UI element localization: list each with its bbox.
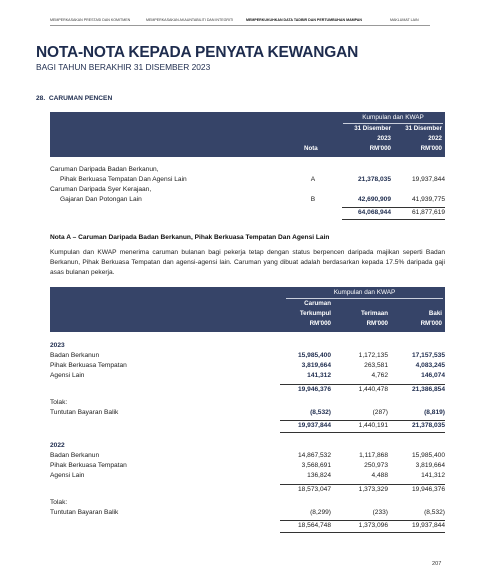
table1-group-header: Kumpulan dan KWAP: [362, 114, 424, 121]
table1-total-top-rule: [342, 207, 445, 208]
total-bottom-rule-2022: [280, 532, 445, 533]
table1-col-2022-line2: 2022: [428, 135, 442, 142]
top-navigation: [50, 18, 430, 26]
subtotal-baki: 19,946,376: [411, 486, 445, 493]
total-value-2023: 64,068,944: [357, 209, 391, 216]
table1-total-bottom-rule: [342, 219, 445, 220]
table2-col-baki: Baki: [428, 310, 442, 317]
subtotal-caruman: 18,573,047: [297, 486, 331, 493]
cell-terimaan: 4,488: [371, 472, 388, 479]
table1-group-rule: [343, 123, 443, 124]
note-a-title: Nota A – Caruman Daripada Badan Berkanun, Pihak Berkuasa Tempatan Dan Agensi Lain: [50, 234, 330, 241]
nav-item-data-tadbir[interactable]: MEMPERKUKUHKAN DATA TADBIR DAN PERTUMBUHAN MAMPAN: [246, 18, 362, 22]
cell-caruman: 15,985,400: [297, 352, 331, 359]
nav-divider: [50, 25, 430, 26]
subtotal-top-rule-2022: [280, 484, 445, 485]
nav-item-maklumat-lain[interactable]: MAKLUMAT LAIN: [390, 18, 419, 22]
cell-caruman: 3,819,664: [301, 362, 331, 369]
table-row: [50, 362, 445, 372]
table2-col-terimaan: Terimaan: [360, 310, 388, 317]
cell-baki: 15,985,400: [411, 452, 445, 459]
subtotal-top-rule-2023: [280, 384, 445, 385]
total-terimaan: 1,373,096: [358, 522, 388, 529]
subtotal-row: [50, 386, 445, 396]
table2-group-rule: [286, 298, 443, 299]
cell-baki: (8,819): [424, 409, 445, 416]
table1-col-2023-line1: 31 Disember: [354, 125, 391, 132]
table2-col-baki-unit: RM'000: [420, 320, 442, 327]
table2-col-caruman-line2: Terkumpul: [299, 310, 331, 317]
row-label: Tuntutan Bayaran Balik: [50, 509, 119, 516]
subtotal-caruman: 19,946,376: [297, 386, 331, 393]
total-caruman: 18,564,748: [297, 522, 331, 529]
cell-terimaan: (287): [372, 409, 388, 416]
nav-item-prestasi[interactable]: MEMPERKASAKAN PRESTASI DAN KOMITMEN: [50, 18, 131, 22]
cell-baki: 17,157,535: [411, 352, 445, 359]
table1-col-2023-unit: RM'000: [369, 145, 391, 152]
section-number: 28.: [36, 95, 46, 102]
cell-caruman: 136,824: [307, 472, 331, 479]
table2-col-caruman-line1: Caruman: [304, 300, 331, 307]
cell-terimaan: 250,973: [364, 462, 388, 469]
table-row: [50, 472, 445, 482]
page-subtitle: BAGI TAHUN BERAKHIR 31 DISEMBER 2023: [36, 62, 211, 72]
total-value-2022: 61,877,619: [411, 209, 445, 216]
year-heading: 2023: [50, 342, 65, 349]
row-label: Tuntutan Bayaran Balik: [50, 409, 119, 416]
total-baki: 19,937,844: [411, 522, 445, 529]
row-value-2023: 42,690,909: [357, 196, 391, 203]
total-caruman: 19,937,844: [297, 422, 331, 429]
nav-item-akauntabiliti[interactable]: MEMPERKASAKAN AKAUNTABILITI DAN INTEGRITI: [146, 18, 234, 22]
table1-col-2023-line2: 2023: [377, 135, 391, 142]
row-label: Caruman Daripada Syer Kerajaan,: [50, 186, 152, 193]
cell-terimaan: 1,117,868: [359, 452, 388, 459]
row-label: Gajaran Dan Potongan Lain: [60, 196, 142, 203]
table1-col-2022-unit: RM'000: [420, 145, 442, 152]
total-terimaan: 1,440,191: [358, 422, 388, 429]
cell-baki: 141,312: [421, 472, 445, 479]
cell-terimaan: 4,762: [371, 372, 388, 379]
table-row: [50, 352, 445, 362]
row-note: A: [310, 176, 316, 183]
subtotal-baki: 21,386,854: [411, 386, 445, 393]
table2-header: [50, 287, 445, 332]
table-row: [50, 462, 445, 472]
row-value-2023: 21,378,035: [357, 176, 391, 183]
table-row: [50, 186, 445, 196]
less-label: Tolak:: [50, 499, 68, 506]
year-heading-row: [50, 442, 445, 452]
row-label: Caruman Daripada Badan Berkanun,: [50, 166, 159, 173]
cell-baki: 4,083,245: [415, 362, 445, 369]
year-heading-row: [50, 342, 445, 352]
less-label-row: [50, 399, 445, 409]
table-row: [50, 196, 445, 206]
table1-total-row: [50, 209, 445, 219]
cell-caruman: 14,867,532: [297, 452, 331, 459]
row-label: Pihak Berkuasa Tempatan: [50, 362, 127, 369]
cell-terimaan: 263,581: [364, 362, 388, 369]
section-title: CARUMAN PENCEN: [48, 95, 113, 102]
subtotal-terimaan: 1,373,329: [358, 486, 388, 493]
cell-terimaan: 1,172,135: [358, 352, 388, 359]
table2-col-caruman-unit: RM'000: [309, 320, 331, 327]
total-row: [50, 522, 445, 532]
cell-baki: (8,532): [424, 509, 445, 516]
subtotal-row: [50, 486, 445, 496]
row-label: Pihak Berkuasa Tempatan: [50, 462, 127, 469]
cell-terimaan: (233): [372, 509, 388, 516]
deduction-row: [50, 509, 445, 519]
table-row: [50, 166, 445, 176]
table-row: [50, 452, 445, 462]
row-label: Badan Berkanun: [50, 352, 100, 359]
page-number: 207: [432, 561, 442, 567]
page-title: NOTA-NOTA KEPADA PENYATA KEWANGAN: [36, 44, 359, 61]
row-value-2022: 41,939,775: [411, 196, 445, 203]
note-a-paragraph: Kumpulan dan KWAP menerima caruman bulanan bagi pekerja tetap dengan status berpencen daripada majikan seperti Badan Berkanun, Pihak Berkuasa Tempatan dan agensi-agensi lain. Caruman yang dibuat adalah berdasarkan kepada 17.5% daripada gaji asas bulanan pekerja.: [50, 249, 445, 276]
table-row: [50, 176, 445, 186]
total-baki: 21,378,035: [411, 422, 445, 429]
row-value-2022: 19,937,844: [411, 176, 445, 183]
total-row: [50, 422, 445, 432]
table-row: [50, 372, 445, 382]
cell-baki: 146,074: [421, 372, 445, 379]
subtotal-terimaan: 1,440,478: [358, 386, 388, 393]
less-label-row: [50, 499, 445, 509]
cell-caruman: (8,299): [310, 509, 331, 516]
cell-baki: 3,819,664: [415, 462, 445, 469]
less-label: Tolak:: [50, 399, 68, 406]
table2-group-header: Kumpulan dan KWAP: [333, 289, 396, 296]
deduction-row: [50, 409, 445, 419]
row-label: Agensi Lain: [50, 472, 85, 479]
row-note: B: [310, 196, 316, 203]
section-heading: [36, 95, 112, 102]
total-bottom-rule-2023: [280, 432, 445, 433]
total-top-rule-2022: [280, 520, 445, 521]
year-heading: 2022: [50, 442, 65, 449]
total-top-rule-2023: [280, 420, 445, 421]
table1-header: [50, 112, 445, 157]
row-label: Agensi Lain: [50, 372, 85, 379]
table2-col-terimaan-unit: RM'000: [366, 320, 388, 327]
table1-col-note: Nota: [304, 145, 318, 152]
table1-col-2022-line1: 31 Disember: [405, 125, 442, 132]
cell-caruman: 3,568,691: [301, 462, 331, 469]
cell-caruman: 141,312: [307, 372, 331, 379]
row-label: Badan Berkanun: [50, 452, 100, 459]
cell-caruman: (8,532): [310, 409, 331, 416]
row-label: Pihak Berkuasa Tempatan Dan Agensi Lain: [60, 176, 187, 183]
